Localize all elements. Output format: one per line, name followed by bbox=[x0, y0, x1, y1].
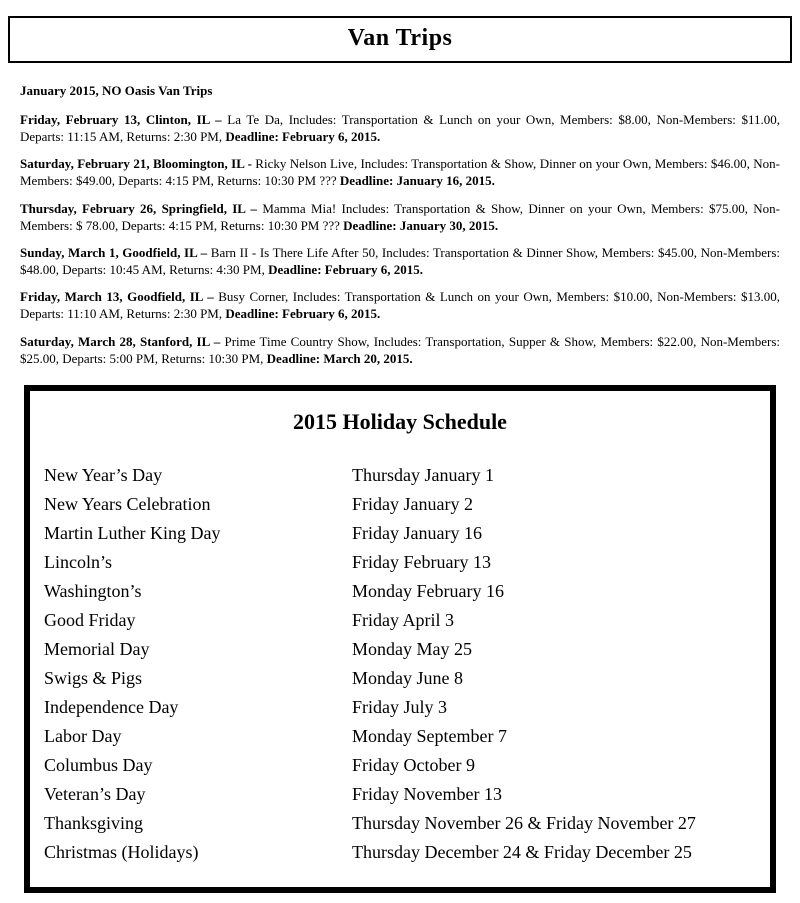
holiday-row bbox=[44, 461, 770, 490]
holiday-name: Memorial Day bbox=[44, 639, 150, 660]
trip-body: Busy Corner, Includes: Transportation & Lunch on your Own, Members: $10.00, Non-Members: $13.00, Departs: 11:10 AM, Returns: 2:30 PM, bbox=[20, 289, 780, 322]
holiday-date: Friday November 13 bbox=[352, 784, 502, 805]
trip-body: Barn II - Is There Life After 50, Includes: Transportation & Dinner Show, Members: $45.00, Non-Members: $48.00, Departs: 10:45 AM, Returns: 4:30 PM, bbox=[20, 244, 780, 278]
title-box bbox=[8, 16, 792, 63]
holiday-name: New Years Celebration bbox=[44, 494, 211, 515]
holiday-date: Friday February 13 bbox=[352, 552, 491, 573]
trip-deadline: Deadline: February 6, 2015. bbox=[268, 262, 423, 278]
holiday-date: Friday July 3 bbox=[352, 697, 448, 718]
holiday-name: Swigs & Pigs bbox=[44, 668, 143, 689]
holiday-name: Washington’s bbox=[44, 581, 142, 602]
holiday-date: Monday February 16 bbox=[352, 581, 504, 602]
holiday-row bbox=[44, 693, 770, 722]
trip-lead: Saturday, March 28, Stanford, IL – bbox=[20, 333, 221, 349]
holiday-name: Thanksgiving bbox=[44, 813, 143, 834]
trip-deadline: Deadline: February 6, 2015. bbox=[225, 306, 381, 322]
holiday-date: Monday September 7 bbox=[352, 726, 507, 747]
trip-entry bbox=[20, 111, 780, 145]
holiday-row bbox=[44, 838, 770, 867]
holiday-row bbox=[44, 780, 770, 809]
intro-text: January 2015, NO Oasis Van Trips bbox=[20, 83, 213, 98]
holiday-date: Friday April 3 bbox=[352, 610, 454, 631]
trip-entry bbox=[20, 333, 780, 367]
holiday-row bbox=[44, 722, 770, 751]
holiday-date: Monday May 25 bbox=[352, 639, 472, 660]
holiday-row bbox=[44, 664, 770, 693]
trip-body: Ricky Nelson Live, Includes: Transportation & Show, Dinner on your Own, Members: $46.00, Non-Members: $49.00, Departs: 4:15 PM, Returns: 10:30 PM ??? bbox=[20, 156, 781, 189]
page-title: Van Trips bbox=[347, 25, 453, 51]
trip-entry bbox=[20, 200, 780, 234]
holiday-date: Monday June 8 bbox=[352, 668, 463, 689]
trip-entry bbox=[20, 155, 780, 189]
holiday-date: Friday January 2 bbox=[352, 494, 473, 515]
holiday-row bbox=[44, 635, 770, 664]
trip-deadline: Deadline: March 20, 2015. bbox=[266, 350, 413, 366]
holiday-name: Columbus Day bbox=[44, 755, 153, 776]
holiday-row bbox=[44, 577, 770, 606]
holiday-date: Friday January 16 bbox=[352, 523, 482, 544]
trip-lead: Friday, March 13, Goodfield, IL – bbox=[20, 289, 214, 305]
holiday-name: New Year’s Day bbox=[44, 465, 163, 486]
trip-deadline: Deadline: February 6, 2015. bbox=[225, 129, 381, 145]
holiday-schedule-title: 2015 Holiday Schedule bbox=[293, 408, 507, 434]
holiday-name: Independence Day bbox=[44, 697, 179, 718]
trip-body: La Te Da, Includes: Transportation & Lunch on your Own, Members: $8.00, Non-Members: $11.00, Departs: 11:15 AM, Returns: 2:30 PM, bbox=[20, 112, 780, 145]
trip-lead: Friday, February 13, Clinton, IL – bbox=[20, 112, 222, 127]
trip-lead: Sunday, March 1, Goodfield, IL – bbox=[20, 244, 208, 260]
holiday-name: Christmas (Holidays) bbox=[44, 842, 199, 863]
holiday-date: Thursday November 26 & Friday November 27 bbox=[352, 813, 696, 834]
holiday-row bbox=[44, 519, 770, 548]
trip-lead: Saturday, February 21, Bloomington, IL - bbox=[20, 156, 252, 172]
holiday-name: Good Friday bbox=[44, 610, 136, 631]
trip-deadline: Deadline: January 30, 2015. bbox=[343, 217, 499, 233]
holiday-schedule-box bbox=[24, 385, 776, 893]
holiday-schedule-rows bbox=[30, 461, 770, 867]
trip-entry bbox=[20, 244, 780, 278]
holiday-name: Martin Luther King Day bbox=[44, 523, 221, 544]
holiday-name: Lincoln’s bbox=[44, 552, 112, 573]
holiday-row bbox=[44, 490, 770, 519]
holiday-row bbox=[44, 606, 770, 635]
holiday-row bbox=[44, 548, 770, 577]
holiday-name: Labor Day bbox=[44, 726, 122, 747]
trip-body: Prime Time Country Show, Includes: Transportation, Supper & Show, Members: $22.00, Non-Members: $25.00, Departs: 5:00 PM, Returns: 10:30 PM, bbox=[20, 333, 780, 366]
trip-body: Mamma Mia! Includes: Transportation & Show, Dinner on your Own, Members: $75.00, Non-Members: $ 78.00, Departs: 4:15 PM, Returns: 10:30 PM ??? bbox=[20, 200, 780, 233]
trip-entry bbox=[20, 288, 780, 322]
trip-lead: Thursday, February 26, Springfield, IL – bbox=[20, 200, 258, 216]
holiday-date: Thursday January 1 bbox=[352, 465, 494, 486]
holiday-row bbox=[44, 809, 770, 838]
holiday-date: Thursday December 24 & Friday December 25 bbox=[352, 842, 692, 863]
holiday-date: Friday October 9 bbox=[352, 755, 475, 776]
holiday-row bbox=[44, 751, 770, 780]
trip-deadline: Deadline: January 16, 2015. bbox=[339, 173, 495, 189]
holiday-name: Veteran’s Day bbox=[44, 784, 146, 805]
